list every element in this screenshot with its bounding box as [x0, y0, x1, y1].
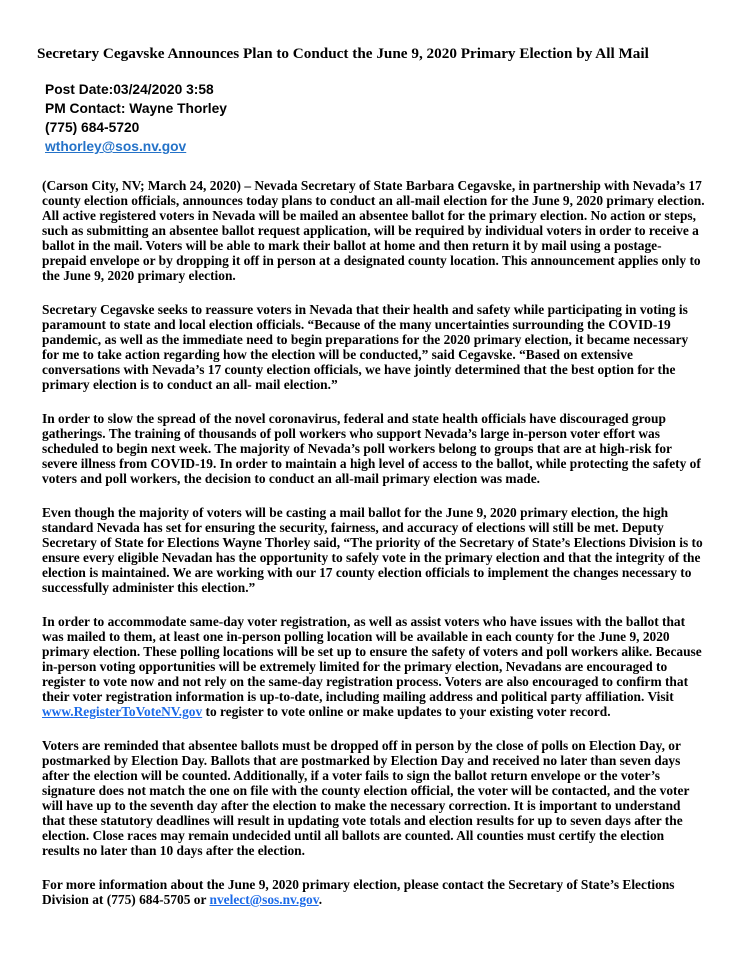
page-title: Secretary Cegavske Announces Plan to Conduct the June 9, 2020 Primary Election by All Mail: [37, 45, 649, 62]
paragraph-more-info: [42, 877, 705, 907]
contact-email-line: [45, 137, 705, 156]
contact-email-link[interactable]: wthorley@sos.nv.gov: [45, 139, 187, 154]
paragraph-reassurance: Secretary Cegavske seeks to reassure voters in Nevada that their health and safety while participating in voting is paramount to state and local election officials. “Because of the many uncertainties surrounding the COVID-19 pandemic, as well as the immediate need to begin preparations for the 2020 primary election, it became necessary for me to take action regarding how the election will be conducted,” said Cegavske. “Based on extensive conversations with Nevada’s 17 county election officials, we have jointly determined that the best option for the primary election is to conduct an all- mail election.”: [42, 302, 689, 392]
paragraph-election-standards: Even though the majority of voters will be casting a mail ballot for the June 9, 2020 primary election, the high standard Nevada has set for ensuring the security, fairness, and accuracy of elections will still be met. Deputy Secretary of State for Elections Wayne Thorley said, “The priority of the Secretary of State’s Elections Division is to ensure every eligible Nevadan has the opportunity to safely vote in the primary election and that the integrity of the election is maintained. We are working with our 17 county election officials to implement the changes necessary to successfully administer this election.”: [42, 505, 703, 595]
paragraph-registration-text-after: to register to vote online or make updates to your existing voter record.: [202, 704, 611, 719]
paragraph-coronavirus: In order to slow the spread of the novel coronavirus, federal and state health officials have discouraged group gatherings. The training of thousands of poll workers who support Nevada’s large in-person voter effort was scheduled to begin next week. The majority of Nevada’s poll workers belong to groups that are at high-risk for severe illness from COVID-19. In order to maintain a high level of access to the ballot, while protecting the safety of voters and poll workers, the decision to conduct an all-mail primary election was made.: [42, 411, 701, 486]
paragraph-registration-text-before: In order to accommodate same-day voter registration, as well as assist voters who have issues with the ballot that was mailed to them, at least one in-person polling location will be available in each county for the June 9, 2020 primary election. These polling locations will be set up to ensure the safety of voters and poll workers alike. Because in-person voting opportunities will be extremely limited for the primary election, Nevadans are encouraged to register to vote now and not rely on the same-day registration process. Voters are also encouraged to confirm that their voter registration information is up-to-date, including mailing address and political party affiliation. Visit: [42, 614, 702, 704]
register-to-vote-link[interactable]: www.RegisterToVoteNV.gov: [42, 704, 203, 719]
contact-block: [45, 80, 705, 156]
contact-phone-line: (775) 684-5720: [45, 120, 140, 135]
contact-name-line: PM Contact: Wayne Thorley: [45, 101, 227, 116]
paragraph-more-info-text-before: For more information about the June 9, 2020 primary election, please contact the Secretary of State’s Elections Division at (775) 684-5705 or: [42, 877, 675, 907]
nvelect-email-link[interactable]: nvelect@sos.nv.gov: [209, 892, 319, 907]
paragraph-announcement: (Carson City, NV; March 24, 2020) – Nevada Secretary of State Barbara Cegavske, in partnership with Nevada’s 17 county election officials, announces today plans to conduct an all-mail election for the June 9, 2020 primary election. All active registered voters in Nevada will be mailed an absentee ballot for the primary election. No action or steps, such as submitting an absentee ballot request application, will be required by individual voters in order to receive a ballot in the mail. Voters will be able to mark their ballot at home and then return it by mail using a postage-prepaid envelope or by dropping it off in person at a designated county location. This announcement applies only to the June 9, 2020 primary election.: [42, 178, 705, 283]
paragraph-more-info-text-after: .: [318, 892, 323, 907]
paragraph-registration: [42, 614, 705, 719]
post-date-line: Post Date:03/24/2020 3:58: [45, 82, 214, 97]
paragraph-deadlines: Voters are reminded that absentee ballots must be dropped off in person by the close of polls on Election Day, or postmarked by Election Day. Ballots that are postmarked by Election Day and received no later than seven days after the election will be counted. Additionally, if a voter fails to sign the ballot return envelope or the voter’s signature does not match the one on file with the county election official, the voter will be contacted, and the voter will have up to the seventh day after the election to make the necessary correction. It is important to understand that these statutory deadlines will result in updating vote totals and election results for up to seven days after the election. Close races may remain undecided until all ballots are counted. All counties must certify the election results no later than 10 days after the election.: [42, 738, 690, 858]
